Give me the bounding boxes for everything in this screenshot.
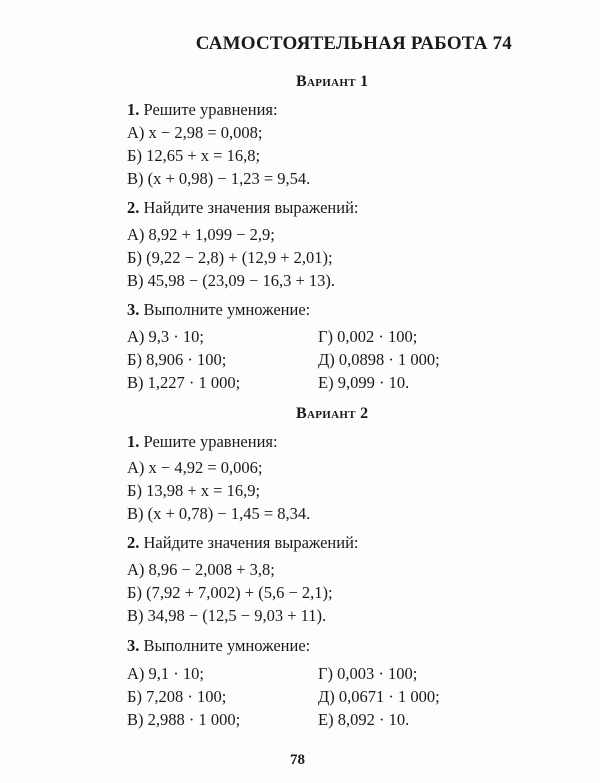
task-number: 1. (127, 432, 140, 451)
task-prompt: Решите уравнения: (143, 432, 278, 451)
task-number: 2. (127, 198, 140, 217)
task-prompt: Выполните умножение: (143, 300, 311, 319)
variant-2-heading: Вариант 2 (296, 405, 369, 422)
v2-t3-item-c: В) 2,988 · 1 000; (127, 710, 241, 729)
v2-t2-item-c: В) 34,98 − (12,5 − 9,03 + 11). (127, 606, 327, 625)
v2-t2-item-b: Б) (7,92 + 7,002) + (5,6 − 2,1); (127, 583, 333, 602)
v1-t3-item-c: В) 1,227 · 1 000; (127, 373, 241, 392)
v1-t3-item-a: А) 9,3 · 10; (127, 327, 205, 346)
task-prompt: Решите уравнения: (143, 100, 278, 119)
task-prompt: Найдите значения выражений: (143, 198, 359, 217)
v1-task-3-prompt (127, 300, 310, 320)
v1-task-1-prompt (127, 100, 278, 120)
v2-t2-item-a: А) 8,96 − 2,008 + 3,8; (127, 560, 275, 579)
v1-t3-item-d: Г) 0,002 · 100; (318, 327, 418, 346)
task-prompt: Выполните умножение: (143, 636, 311, 655)
task-number: 2. (127, 533, 140, 552)
v2-t1-item-a: А) x − 4,92 = 0,006; (127, 458, 263, 477)
v1-task-2-prompt (127, 198, 359, 218)
task-number: 3. (127, 300, 140, 319)
v2-task-2-prompt (127, 533, 359, 553)
v2-t3-item-e: Д) 0,0671 · 1 000; (318, 687, 440, 706)
v1-t3-item-b: Б) 8,906 · 100; (127, 350, 227, 369)
v1-t1-item-a: А) x − 2,98 = 0,008; (127, 123, 263, 142)
page-title: САМОСТОЯТЕЛЬНАЯ РАБОТА 74 (195, 33, 512, 54)
v2-t3-item-a: А) 9,1 · 10; (127, 664, 205, 683)
v2-t1-item-b: Б) 13,98 + x = 16,9; (127, 481, 261, 500)
v2-task-1-prompt (127, 432, 278, 452)
task-prompt: Найдите значения выражений: (143, 533, 359, 552)
v1-t2-item-b: Б) (9,22 − 2,8) + (12,9 + 2,01); (127, 248, 333, 267)
v1-t1-item-c: В) (x + 0,98) − 1,23 = 9,54. (127, 169, 311, 188)
v1-t1-item-b: Б) 12,65 + x = 16,8; (127, 146, 261, 165)
v1-t2-item-a: А) 8,92 + 1,099 − 2,9; (127, 225, 275, 244)
task-number: 3. (127, 636, 140, 655)
v1-t3-item-f: Е) 9,099 · 10. (318, 373, 410, 392)
v1-t2-item-c: В) 45,98 − (23,09 − 16,3 + 13). (127, 271, 336, 290)
v2-task-3-prompt (127, 636, 310, 656)
task-number: 1. (127, 100, 140, 119)
v2-t3-item-b: Б) 7,208 · 100; (127, 687, 227, 706)
variant-1-heading: Вариант 1 (296, 73, 369, 90)
v2-t3-item-d: Г) 0,003 · 100; (318, 664, 418, 683)
v1-t3-item-e: Д) 0,0898 · 1 000; (318, 350, 440, 369)
page-number: 78 (290, 752, 305, 768)
v2-t1-item-c: В) (x + 0,78) − 1,45 = 8,34. (127, 504, 311, 523)
v2-t3-item-f: Е) 8,092 · 10. (318, 710, 410, 729)
